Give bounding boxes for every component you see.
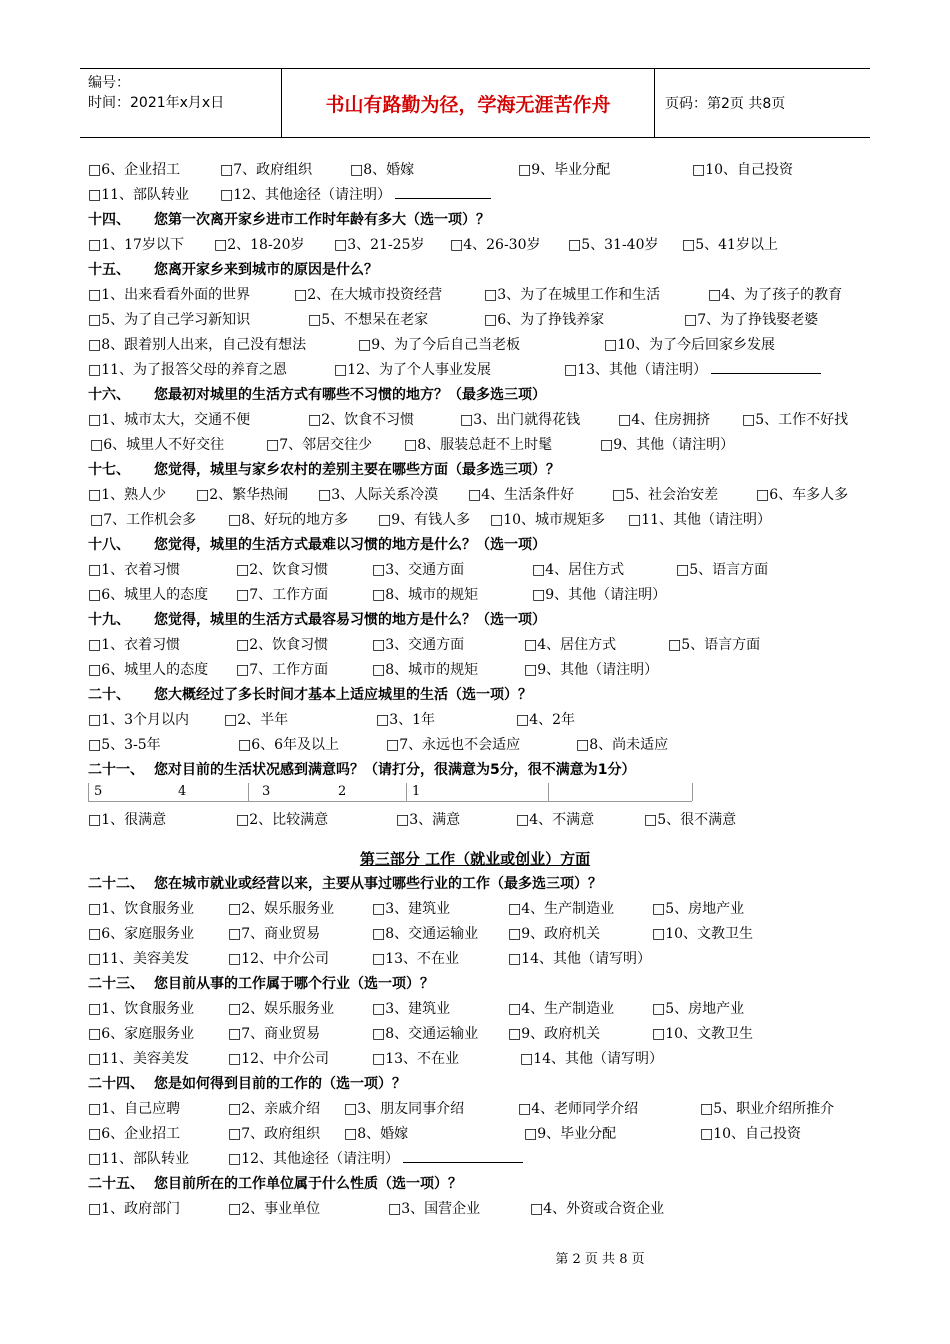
option-checkbox[interactable]: □5、工作不好找 — [742, 412, 849, 428]
option-checkbox[interactable]: □13、不在业 — [372, 951, 460, 967]
option-checkbox[interactable] — [220, 183, 491, 208]
option-checkbox[interactable]: □6、6年及以上 — [238, 737, 340, 753]
q25-options-row1 — [88, 1197, 878, 1222]
option-label: □13、其他（请注明） — [564, 362, 708, 378]
q22-options-row1 — [88, 897, 878, 922]
rating-scale — [88, 783, 878, 803]
option-checkbox[interactable]: □7、工作方面 — [236, 662, 329, 678]
option-checkbox[interactable]: □6、为了挣钱养家 — [484, 312, 605, 328]
code-label: 编号： — [88, 75, 130, 91]
scale-divider — [88, 783, 89, 801]
option-checkbox[interactable]: □7、工作方面 — [236, 587, 329, 603]
option-checkbox[interactable]: □1、城市太大，交通不便 — [88, 412, 251, 428]
q15-options-row4 — [88, 358, 878, 383]
option-checkbox[interactable]: □9、其他（请注明） — [600, 437, 735, 453]
option-checkbox[interactable]: □5、职业介绍所推介 — [700, 1101, 835, 1117]
question-24 — [88, 1072, 878, 1097]
option-checkbox[interactable]: □6、城里人不好交往 — [90, 437, 225, 453]
question-number: 十四、 — [88, 212, 130, 228]
question-19 — [88, 608, 878, 633]
q15-options-row3 — [88, 333, 878, 358]
option-checkbox[interactable]: □8、城市的规矩 — [372, 587, 479, 603]
option-checkbox[interactable]: □9、其他（请注明） — [524, 662, 659, 678]
option-checkbox[interactable]: □9、为了今后自己当老板 — [358, 337, 521, 353]
option-checkbox[interactable]: □10、自己投资 — [692, 162, 794, 178]
option-checkbox[interactable]: □4、不满意 — [516, 812, 595, 828]
option-checkbox[interactable]: □6、车多人多 — [756, 487, 849, 503]
option-checkbox[interactable]: □8、婚嫁 — [350, 162, 415, 178]
q20-options-row1 — [88, 708, 878, 733]
option-checkbox[interactable]: □6、家庭服务业 — [88, 926, 195, 942]
option-checkbox[interactable]: □5、语言方面 — [668, 637, 761, 653]
option-checkbox[interactable]: □4、为了孩子的教育 — [708, 287, 843, 303]
option-checkbox[interactable]: □1、饮食服务业 — [88, 1001, 195, 1017]
question-number: 十六、 — [88, 387, 130, 403]
option-checkbox[interactable]: □11、部队转业 — [88, 1151, 190, 1167]
option-checkbox[interactable]: □7、为了挣钱娶老婆 — [684, 312, 819, 328]
option-checkbox[interactable]: □7、商业贸易 — [228, 1026, 321, 1042]
question-17 — [88, 458, 878, 483]
question-22 — [88, 872, 878, 897]
option-checkbox[interactable]: □11、其他（请注明） — [628, 512, 772, 528]
option-checkbox[interactable]: □9、有钱人多 — [378, 512, 471, 528]
option-checkbox[interactable]: □9、毕业分配 — [518, 162, 611, 178]
option-checkbox[interactable]: □10、自己投资 — [700, 1126, 802, 1142]
question-text: 您对目前的生活状况感到满意吗？（请打分，很满意为5分，很不满意为1分） — [154, 762, 636, 778]
scale-divider — [692, 783, 693, 801]
q23-options-row2 — [88, 1022, 878, 1047]
scale-divider — [248, 783, 249, 801]
question-text: 您是如何得到目前的工作的（选一项）？ — [154, 1076, 406, 1092]
option-checkbox[interactable]: □4、住房拥挤 — [618, 412, 711, 428]
q22-options-row3 — [88, 947, 878, 972]
option-checkbox[interactable]: □4、生活条件好 — [468, 487, 575, 503]
option-checkbox[interactable]: □12、中介公司 — [228, 1051, 330, 1067]
option-checkbox[interactable]: □4、居住方式 — [524, 637, 617, 653]
option-checkbox[interactable]: □8、城市的规矩 — [372, 662, 479, 678]
scale-divider — [548, 783, 549, 801]
option-checkbox[interactable]: □12、中介公司 — [228, 951, 330, 967]
q23-options-row1 — [88, 997, 878, 1022]
option-checkbox[interactable]: □10、为了今后回家乡发展 — [604, 337, 776, 353]
question-text: 您觉得，城里与家乡农村的差别主要在哪些方面（最多选三项）？ — [154, 462, 560, 478]
option-checkbox[interactable]: □5、语言方面 — [676, 562, 769, 578]
section-title: 第三部分 工作（就业或创业）方面 — [359, 850, 591, 868]
option-checkbox[interactable]: □1、衣着习惯 — [88, 562, 181, 578]
option-checkbox[interactable]: □1、衣着习惯 — [88, 637, 181, 653]
question-18 — [88, 533, 878, 558]
questionnaire-body — [88, 158, 878, 1222]
option-checkbox[interactable]: □5、不想呆在老家 — [308, 312, 429, 328]
question-number: 十九、 — [88, 612, 130, 628]
q15-options-row2 — [88, 308, 878, 333]
option-checkbox[interactable]: □3、交通方面 — [372, 637, 465, 653]
q18-options-row1 — [88, 558, 878, 583]
option-checkbox[interactable]: □3、建筑业 — [372, 1001, 451, 1017]
option-checkbox[interactable]: □1、政府部门 — [88, 1201, 181, 1217]
option-checkbox[interactable]: □10、城市规矩多 — [490, 512, 606, 528]
option-checkbox[interactable]: □2、饮食不习惯 — [308, 412, 415, 428]
option-checkbox[interactable]: □8、尚未适应 — [576, 737, 669, 753]
page-label: 页码：第2页 共8页 — [665, 96, 786, 112]
question-14 — [88, 208, 878, 233]
option-checkbox[interactable]: □1、3个月以内 — [88, 712, 190, 728]
q23-options-row3 — [88, 1047, 878, 1072]
option-checkbox[interactable]: □7、政府组织 — [220, 162, 313, 178]
option-checkbox[interactable]: □9、其他（请注明） — [532, 587, 667, 603]
question-number: 十七、 — [88, 462, 130, 478]
option-checkbox[interactable]: □2、亲戚介绍 — [228, 1101, 321, 1117]
option-checkbox[interactable]: □2、饮食习惯 — [236, 637, 329, 653]
question-16 — [88, 383, 878, 408]
option-checkbox[interactable]: □3、满意 — [396, 812, 461, 828]
question-number: 二十三、 — [88, 976, 144, 992]
option-label: □12、其他途径（请注明） — [220, 187, 392, 203]
option-checkbox[interactable]: □2、比较满意 — [236, 812, 329, 828]
q17-options-row1 — [88, 483, 878, 508]
footer-page-number: 第 2 页 共 8 页 — [555, 1252, 645, 1267]
option-checkbox[interactable]: □4、居住方式 — [532, 562, 625, 578]
option-checkbox[interactable]: □9、政府机关 — [508, 1026, 601, 1042]
header-table — [80, 68, 870, 138]
option-checkbox[interactable]: □6、城里人的态度 — [88, 662, 209, 678]
option-checkbox[interactable]: □10、文教卫生 — [652, 926, 754, 942]
option-checkbox[interactable] — [564, 358, 821, 383]
option-checkbox[interactable]: □3、朋友同事介绍 — [344, 1101, 465, 1117]
q19-options-row2 — [88, 658, 878, 683]
option-checkbox[interactable]: □3、交通方面 — [372, 562, 465, 578]
option-checkbox[interactable]: □4、26-30岁 — [450, 237, 541, 253]
q13-options-row1 — [88, 158, 878, 183]
option-checkbox[interactable]: □7、邻居交往少 — [266, 437, 373, 453]
option-checkbox[interactable]: □1、饮食服务业 — [88, 901, 195, 917]
q14-options — [88, 233, 878, 258]
option-checkbox[interactable]: □3、出门就得花钱 — [460, 412, 581, 428]
question-15 — [88, 258, 878, 283]
question-number: 十八、 — [88, 537, 130, 553]
option-checkbox[interactable]: □1、很满意 — [88, 812, 167, 828]
option-checkbox[interactable]: □4、2年 — [516, 712, 576, 728]
option-checkbox[interactable]: □2、半年 — [224, 712, 289, 728]
question-number: 二十二、 — [88, 876, 144, 892]
option-checkbox[interactable]: □8、好玩的地方多 — [228, 512, 349, 528]
scale-divider — [406, 783, 407, 801]
q24-options-row3 — [88, 1147, 878, 1172]
q24-options-row1 — [88, 1097, 878, 1122]
scale-line — [88, 801, 692, 802]
question-21 — [88, 758, 878, 783]
fill-in-blank[interactable] — [711, 359, 821, 374]
q15-options-row1 — [88, 283, 878, 308]
option-checkbox[interactable]: □2、饮食习惯 — [236, 562, 329, 578]
fill-in-blank[interactable] — [403, 1148, 523, 1163]
option-checkbox[interactable]: □5、房地产业 — [652, 901, 745, 917]
header-left-cell — [80, 69, 282, 137]
option-checkbox[interactable]: □1、17岁以下 — [88, 237, 184, 253]
q16-options-row1 — [88, 408, 878, 433]
option-checkbox[interactable]: □11、为了报答父母的养育之恩 — [88, 362, 288, 378]
option-checkbox[interactable]: □3、人际关系冷漠 — [318, 487, 439, 503]
question-number: 二十五、 — [88, 1176, 144, 1192]
option-checkbox[interactable]: □6、企业招工 — [88, 1126, 181, 1142]
question-text: 您最初对城里的生活方式有哪些不习惯的地方？（最多选三项） — [154, 387, 546, 403]
q21-options — [88, 808, 878, 833]
question-text: 您大概经过了多长时间才基本上适应城里的生活（选一项）？ — [154, 687, 532, 703]
question-number: 二十、 — [88, 687, 130, 703]
question-text: 您目前从事的工作属于哪个行业（选一项）？ — [154, 976, 434, 992]
option-checkbox[interactable]: □14、其他（请写明） — [508, 951, 652, 967]
option-checkbox[interactable]: □5、3-5年 — [88, 737, 161, 753]
option-checkbox[interactable]: □6、城里人的态度 — [88, 587, 209, 603]
option-label: □12、其他途径（请注明） — [228, 1151, 400, 1167]
q24-options-row2 — [88, 1122, 878, 1147]
option-checkbox[interactable]: □1、熟人少 — [88, 487, 167, 503]
option-checkbox[interactable]: □5、很不满意 — [644, 812, 737, 828]
option-checkbox[interactable]: □7、政府组织 — [228, 1126, 321, 1142]
option-checkbox[interactable]: □5、社会治安差 — [612, 487, 719, 503]
question-text: 您目前所在的工作单位属于什么性质（选一项）？ — [154, 1176, 462, 1192]
option-checkbox[interactable]: □8、交通运输业 — [372, 1026, 479, 1042]
fill-in-blank[interactable] — [395, 184, 491, 199]
question-number: 二十一、 — [88, 762, 144, 778]
option-checkbox[interactable] — [228, 1147, 523, 1172]
q16-options-row2 — [88, 433, 878, 458]
option-checkbox[interactable]: □7、永远也不会适应 — [386, 737, 521, 753]
option-checkbox[interactable]: □3、1年 — [376, 712, 436, 728]
scale-value: 5 — [94, 784, 103, 799]
question-number: 二十四、 — [88, 1076, 144, 1092]
question-text: 您离开家乡来到城市的原因是什么？ — [154, 262, 378, 278]
option-checkbox[interactable]: □2、娱乐服务业 — [228, 1001, 335, 1017]
option-checkbox[interactable]: □2、娱乐服务业 — [228, 901, 335, 917]
option-checkbox[interactable]: □10、文教卫生 — [652, 1026, 754, 1042]
date-label: 时间：2021年x月x日 — [88, 95, 225, 111]
q18-options-row2 — [88, 583, 878, 608]
scale-value: 4 — [178, 784, 187, 799]
q22-options-row2 — [88, 922, 878, 947]
option-checkbox[interactable]: □5、41岁以上 — [682, 237, 778, 253]
option-checkbox[interactable]: □8、跟着别人出来，自己没有想法 — [88, 337, 307, 353]
question-text: 您在城市就业或经营以来，主要从事过哪些行业的工作（最多选三项）？ — [154, 876, 602, 892]
scale-value: 3 — [262, 784, 271, 799]
q13-options-row2 — [88, 183, 878, 208]
option-checkbox[interactable]: □4、生产制造业 — [508, 901, 615, 917]
q19-options-row1 — [88, 633, 878, 658]
option-checkbox[interactable]: □1、自己应聘 — [88, 1101, 181, 1117]
option-checkbox[interactable]: □5、为了自己学习新知识 — [88, 312, 251, 328]
option-checkbox[interactable]: □12、为了个人事业发展 — [334, 362, 492, 378]
option-checkbox[interactable]: □8、服装总赶不上时髦 — [404, 437, 553, 453]
scale-value: 1 — [412, 784, 421, 799]
question-text: 您第一次离开家乡进市工作时年龄有多大（选一项）？ — [154, 212, 490, 228]
option-checkbox[interactable]: □2、在大城市投资经营 — [294, 287, 443, 303]
question-25 — [88, 1172, 878, 1197]
option-checkbox[interactable]: □5、31-40岁 — [568, 237, 659, 253]
option-checkbox[interactable]: □4、老师同学介绍 — [518, 1101, 639, 1117]
option-checkbox[interactable]: □3、为了在城里工作和生活 — [484, 287, 661, 303]
option-checkbox[interactable]: □3、建筑业 — [372, 901, 451, 917]
question-text: 您觉得，城里的生活方式最容易习惯的地方是什么？（选一项） — [154, 612, 546, 628]
question-23 — [88, 972, 878, 997]
page-footer — [0, 1248, 950, 1267]
option-checkbox[interactable]: □3、国营企业 — [388, 1201, 481, 1217]
scale-value: 2 — [338, 784, 347, 799]
question-20 — [88, 683, 878, 708]
question-text: 您觉得，城里的生活方式最难以习惯的地方是什么？（选一项） — [154, 537, 546, 553]
option-checkbox[interactable]: □6、企业招工 — [88, 162, 181, 178]
option-checkbox[interactable]: □9、毕业分配 — [524, 1126, 617, 1142]
option-checkbox[interactable]: □2、18-20岁 — [214, 237, 305, 253]
option-checkbox[interactable]: □11、美容美发 — [88, 951, 190, 967]
option-checkbox[interactable]: □14、其他（请写明） — [520, 1051, 664, 1067]
option-checkbox[interactable]: □7、商业贸易 — [228, 926, 321, 942]
option-checkbox[interactable]: □8、婚嫁 — [344, 1126, 409, 1142]
question-number: 十五、 — [88, 262, 130, 278]
motto: 书山有路勤为径，学海无涯苦作舟 — [282, 69, 655, 137]
q17-options-row2 — [88, 508, 878, 533]
option-checkbox[interactable]: □4、生产制造业 — [508, 1001, 615, 1017]
option-checkbox[interactable]: □8、交通运输业 — [372, 926, 479, 942]
option-checkbox[interactable]: □9、政府机关 — [508, 926, 601, 942]
option-checkbox[interactable]: □5、房地产业 — [652, 1001, 745, 1017]
option-checkbox[interactable]: □4、外资或合资企业 — [530, 1201, 665, 1217]
option-checkbox[interactable]: □11、美容美发 — [88, 1051, 190, 1067]
q20-options-row2 — [88, 733, 878, 758]
option-checkbox[interactable]: □3、21-25岁 — [334, 237, 425, 253]
option-checkbox[interactable]: □6、家庭服务业 — [88, 1026, 195, 1042]
option-checkbox[interactable]: □13、不在业 — [372, 1051, 460, 1067]
option-checkbox[interactable]: □2、繁华热闹 — [196, 487, 289, 503]
option-checkbox[interactable]: □2、事业单位 — [228, 1201, 321, 1217]
option-checkbox[interactable]: □11、部队转业 — [88, 187, 190, 203]
option-checkbox[interactable]: □1、出来看看外面的世界 — [88, 287, 251, 303]
option-checkbox[interactable]: □7、工作机会多 — [90, 512, 197, 528]
